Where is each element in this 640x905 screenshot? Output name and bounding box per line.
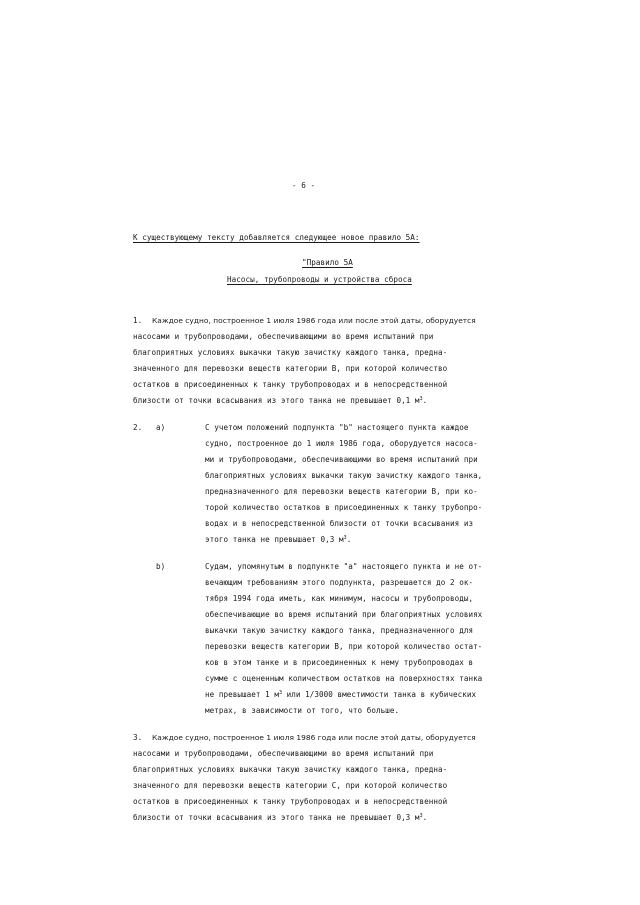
period: . [422,813,428,822]
period: . [346,535,352,544]
intro-line: К существующему тексту добавляется следующее новое правило 5А: [133,233,420,242]
subparagraph-a-line: предназначенного для перевозки веществ категории В, при ко- [205,487,478,496]
paragraph-3-line: значенного для перевозки веществ категории С, при которой количество [133,781,448,790]
paragraph-1-last-line [133,396,427,407]
subparagraph-a-line: С учетом положений подпункта "b" настоящего пункта каждое [205,423,469,432]
subparagraph-b-line: ков в этом танке и в присоединенных к нему трубопроводах в [205,658,474,667]
subparagraph-b-line: не превышает 1 м [205,690,279,699]
rule-title: "Правило 5А [302,258,353,267]
paragraph-3-line: близости от точки всасывания из этого танка не превышает 0,3 м [133,813,420,822]
subparagraph-a-last-line [205,535,351,546]
cubic-superscript: 3 [419,813,423,819]
cubic-superscript: 3 [343,535,347,541]
paragraph-3-line: остатков в присоединенных к танку трубопроводах и в непосредственной [133,797,448,806]
paragraph-1-line: значенного для перевозки веществ категории В, при которой количество [133,364,448,373]
paragraph-3-number: 3. [133,733,143,742]
subparagraph-a-line: судно, построенное до 1 июля 1986 года, оборудуется насоса- [205,439,478,448]
paragraph-3-line: благоприятных условиях выкачки такую зачистку каждого танка, предна- [133,765,448,774]
subparagraph-a-line: ми и трубопроводами, обеспечивающими во время испытаний при [205,455,478,464]
period: . [422,396,428,405]
paragraph-1-line: благоприятных условиях выкачки такую зачистку каждого танка, предна- [133,348,448,357]
subparagraph-b-line: вечающим требованиям этого подпункта, разрешается до 2 ок- [205,578,474,587]
paragraph-2-number: 2. [133,423,143,432]
cubic-superscript: 3 [419,396,423,402]
subparagraph-a-line: торой количество остатков в присоединенных к танку трубопро- [205,503,483,512]
subparagraph-b-line-volume [205,690,476,701]
paragraph-1-number: 1. [133,316,143,325]
subparagraph-a-line: этого танка не превышает 0,3 м [205,535,344,544]
subparagraph-b-line: сумме с оцененным количеством остатков на поверхностях танка [205,674,483,683]
subparagraph-b-line: обеспечивающие во время испытаний при благоприятных условиях [205,610,483,619]
paragraph-3-line: Каждое судно, построенное 1 июля 1986 года или после этой даты, оборудуется [152,733,476,742]
subparagraph-b-line-rest: или 1/3000 вместимости танка в кубических [282,690,477,699]
paragraph-1-line: насосами и трубопроводами, обеспечивающими во время испытаний при [133,332,434,341]
paragraph-1-line: остатков в присоединенных к танку трубопроводах и в непосредственной [133,380,448,389]
subparagraph-b-last-line: метрах, в зависимости от того, что больше. [205,706,400,715]
paragraph-3-last-line [133,813,427,824]
paragraph-1-line: близости от точки всасывания из этого танка не превышает 0,1 м [133,396,420,405]
subparagraph-b-line: перевозки веществ категории В, при которой количество остат- [205,642,483,651]
subparagraph-b-line: Судам, упомянутым в подпункте "а" настоящего пункта и не от- [205,562,483,571]
subparagraph-a-label: a) [156,423,166,432]
subparagraph-b-line: тября 1994 года иметь, как минимум, насосы и трубопроводы, [205,594,474,603]
subparagraph-a-line: водах и в непосредственной близости от точки всасывания из [205,519,474,528]
paragraph-3-line: насосами и трубопроводами, обеспечивающими во время испытаний при [133,749,434,758]
page-number: - 6 - [292,181,316,190]
subparagraph-b-line: выкачки такую зачистку каждого танка, предназначенного для [205,626,474,635]
cubic-superscript: 3 [278,690,283,696]
paragraph-1-line: Каждое судно, построенное 1 июля 1986 года или после этой даты, оборудуется [152,316,476,325]
subparagraph-b-label: b) [156,562,166,571]
subparagraph-a-line: благоприятных условиях выкачки такую зачистку каждого танка, [205,471,483,480]
rule-subtitle: Насосы, трубопроводы и устройства сброса [227,275,412,284]
